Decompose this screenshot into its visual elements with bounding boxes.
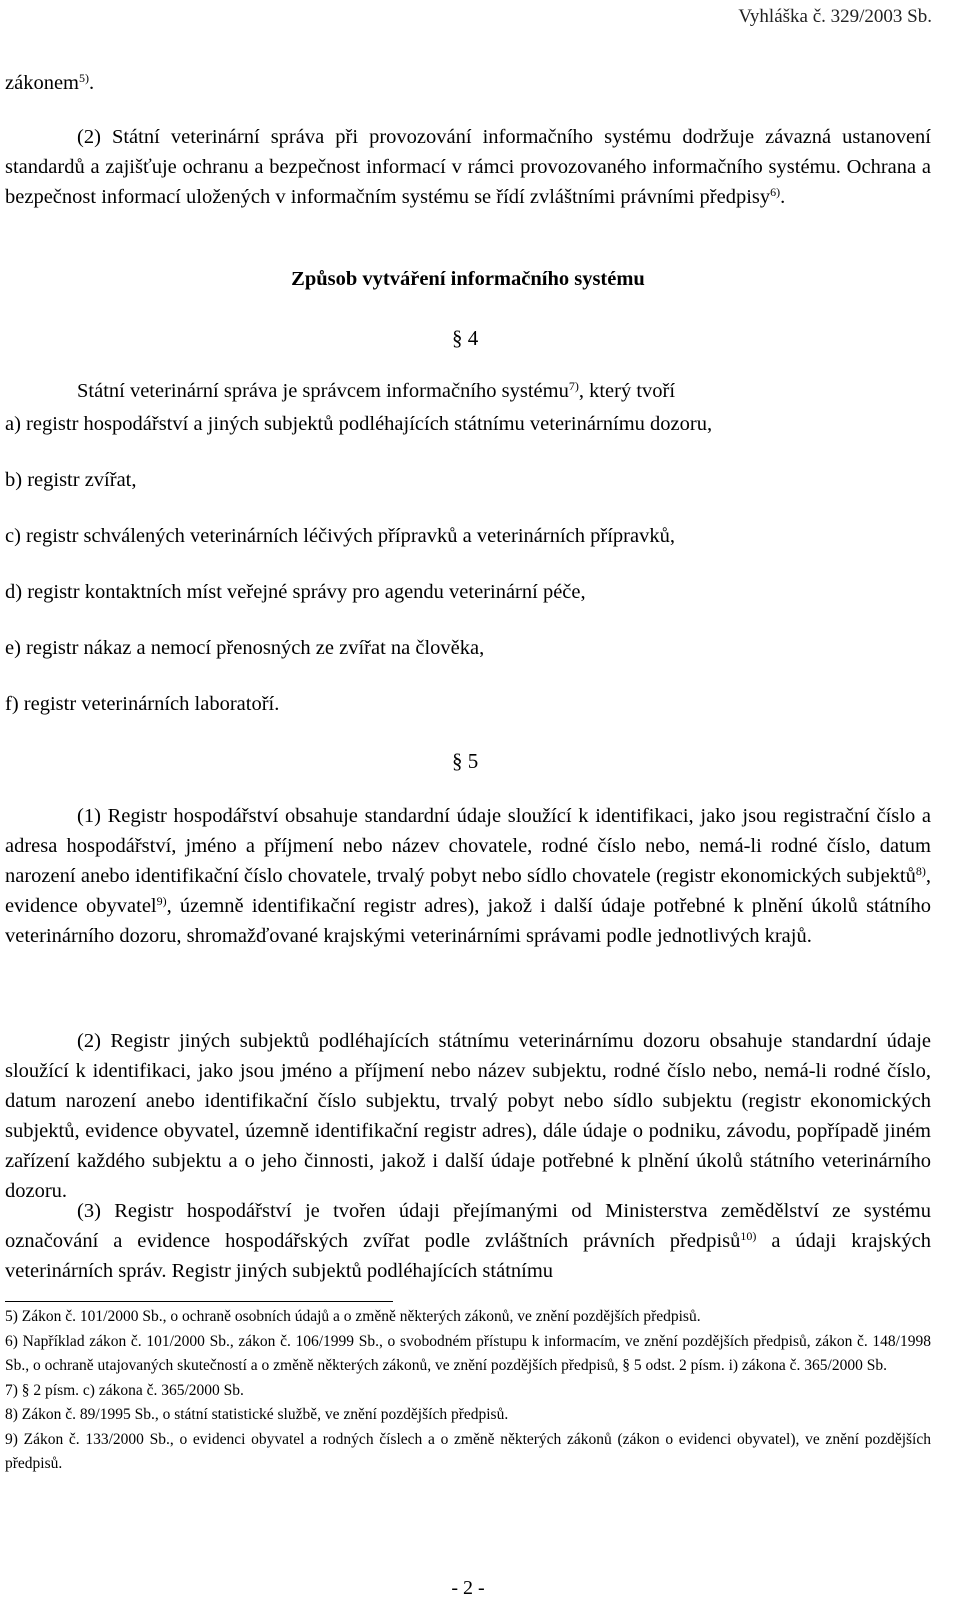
- paragraph-5-3: [5, 1196, 931, 1286]
- footnote-ref-6[interactable]: 6): [770, 185, 781, 199]
- list-item-e: e) registr nákaz a nemocí přenosných ze zvířat na člověka,: [5, 637, 485, 659]
- list-item-a: a) registr hospodářství a jiných subjektů podléhajících státnímu veterinárnímu dozoru,: [5, 413, 713, 435]
- footnote-8: 8) Zákon č. 89/1995 Sb., o státní statistické službě, ve znění pozdějších předpisů.: [5, 1406, 509, 1423]
- intro-period: .: [89, 72, 95, 94]
- intro-sentence-end: , který tvoří: [578, 380, 676, 402]
- footnote-divider: [5, 1301, 393, 1302]
- paragraph-text: , evidence obyvatel: [5, 865, 931, 917]
- footnote-ref-10[interactable]: 10): [740, 1229, 757, 1243]
- paragraph-5-2: (2) Registr jiných subjektů podléhajících státnímu veterinárnímu dozoru obsahuje standardní údaje sloužící k identifikaci, jako jsou jméno a příjmení nebo název subjektu, rodné číslo nebo, nemá-li rodné číslo, datum narození anebo identifikační číslo subjektu, trvalý pobyt nebo sídlo subjektu (registr ekonomických subjektů, evidence obyvatel, územně identifikační registr adres), dále údaje o podniku, závodu, popřípadě jiném zařízení každého subjektu a o jeho činnosti, jakož i další údaje potřebné k plnění úkolů státního veterinárního dozoru.: [5, 1030, 931, 1202]
- footnotes: [5, 1305, 931, 1477]
- paragraph-5-1: [5, 801, 931, 951]
- paragraph-text: a údaji krajských veterinárních správ. Registr jiných subjektů podléhajících státnímu: [5, 1230, 931, 1282]
- page-header: Vyhláška č. 329/2003 Sb.: [738, 6, 932, 27]
- footnote-ref-7[interactable]: 7): [568, 379, 579, 393]
- paragraph-3-2: [5, 122, 931, 212]
- list-item-f: f) registr veterinárních laboratoří.: [5, 693, 280, 715]
- intro-continuation: [5, 68, 931, 98]
- intro-sentence: Státní veterinární správa je správcem informačního systému: [77, 380, 569, 402]
- footnote-7: 7) § 2 písm. c) zákona č. 365/2000 Sb.: [5, 1381, 244, 1399]
- paragraph-text: (3) Registr hospodářství je tvořen údaji přejímanými od Ministerstva zemědělství ze systému označování a evidence hospodářských zvířat podle zvláštních právních předpisů: [5, 1200, 931, 1252]
- paragraph-mark-4: § 4: [452, 326, 479, 350]
- list-item-c: c) registr schválených veterinárních léčivých přípravků a veterinárních přípravků,: [5, 525, 675, 547]
- paragraph-mark-5: § 5: [452, 749, 479, 773]
- list-item-d: d) registr kontaktních míst veřejné správy pro agendu veterinární péče,: [5, 581, 586, 603]
- intro-text: zákonem: [5, 72, 79, 94]
- footnote-ref-9[interactable]: 9): [156, 894, 167, 908]
- paragraph-4-intro: [77, 376, 937, 406]
- page-number: - 2 -: [451, 1577, 485, 1599]
- footnote-6: 6) Například zákon č. 101/2000 Sb., zákon č. 106/1999 Sb., o svobodném přístupu k informacím, ve znění pozdějších předpisů, zákon č. 148/1998 Sb., o ochraně utajovaných skutečností a o změně některých zákonů, ve znění pozdějších předpisů, § 5 odst. 2 písm. i) zákona č. 365/2000 Sb.: [5, 1332, 931, 1374]
- paragraph-end: .: [780, 186, 786, 208]
- paragraph-text: (1) Registr hospodářství obsahuje standardní údaje sloužící k identifikaci, jako jsou registrační číslo a adresa hospodářství, jméno a příjmení nebo název chovatele, rodné číslo nebo, nemá-li rodné číslo, datum narození anebo identifikační číslo chovatele, trvalý pobyt nebo sídlo chovatele (registr ekonomických subjektů: [5, 805, 931, 887]
- footnote-ref-8[interactable]: 8): [915, 864, 926, 878]
- paragraph-text: (2) Státní veterinární správa při provozování informačního systému dodržuje závazná ustanovení standardů a zajišťuje ochranu a bezpečnost informací v rámci provozovaného informačního systému. Ochrana a bezpečnost informací uložených v informačním systému se řídí zvláštními právními předpisy: [5, 126, 931, 208]
- list-item-b: b) registr zvířat,: [5, 469, 137, 491]
- paragraph-text: , územně identifikační registr adres), jakož i další údaje potřebné k plnění úkolů státního veterinárního dozoru, shromažďované krajskými veterinárními správami podle jednotlivých krajů.: [5, 895, 931, 947]
- footnote-9: 9) Zákon č. 133/2000 Sb., o evidenci obyvatel a rodných číslech a o změně některých zákonů (zákon o evidenci obyvatel), ve znění pozdějších předpisů.: [5, 1430, 931, 1472]
- footnote-ref-5[interactable]: 5): [79, 71, 89, 85]
- footnote-5: 5) Zákon č. 101/2000 Sb., o ochraně osobních údajů a o změně některých zákonů, ve znění pozdějších předpisů.: [5, 1308, 701, 1325]
- section-heading: Způsob vytváření informačního systému: [291, 268, 645, 290]
